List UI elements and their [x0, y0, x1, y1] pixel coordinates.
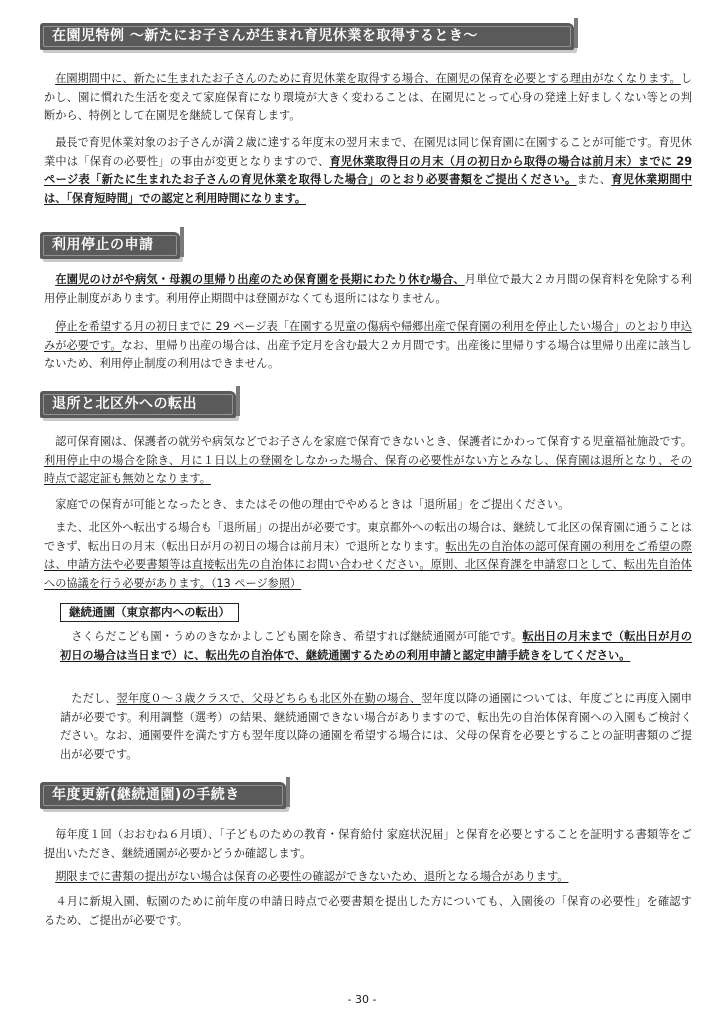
text: さくらだこども園・うめのきなかよしこども園を除き、希望すれば継続通園が可能です。 [71, 630, 523, 643]
underlined-text: 転出先の自治体の認可保育園の利用をご希望の際は、申請方法や必要書類等は直接転出先の自治体にお問い合わせください。原則、北区保育課を申請窓口として、転出先自治体への協議を行う必要があります。（13 ページ参照） [44, 539, 692, 590]
text: 毎年度１回（おおむね６月頃）、「子どものための教育・保育給付 家庭状況届」と保育を必要とすることを証明する書類等をご提出いただき、継続通園が必要かどうか確認します。 [44, 828, 692, 860]
paragraph [44, 826, 692, 863]
text: 最長で育児休業対象のお子さんが満２歳に達する年度末の翌月末まで、在園児は同じ保育園に在園することが可能です。育児休業中は「保育の必要性」の事由が変更となりますので、 [44, 136, 692, 168]
underlined-text: 利用停止中の場合を除き、月に１日以上の登園をしなかった場合、保育の必要性がない方とみなし、保育園は退所となり、その時点で認定証も無効となります。 [44, 453, 692, 485]
paragraph [44, 893, 692, 930]
page-number: - 30 - [347, 993, 377, 1006]
section-heading-withdrawal-relocation: 退所と北区外への転出 [40, 391, 236, 418]
underlined-bold-text: 育児休業取得日の月末（月の初日から取得の場合は前月末）までに 29 ページ表「新たに生まれたお子さんの育児休業を取得した場合」のとおり必要書類をご提出ください。 [44, 154, 692, 186]
text: 家庭での保育が可能となったとき、またはその他の理由でやめるときは「退所届」をご提出ください。 [55, 498, 570, 511]
paragraph [44, 433, 692, 489]
paragraph [44, 868, 692, 887]
text: 翌年度以降の通園については、年度ごとに再度入園申請が必要です。利用調整（選考）の結果、継続通園できない場合がありますので、転出先の自治体保育園への入園もご検討ください。なお、通園要件を満たす方も翌年度以降の通園を希望する場合には、父母の保育を必要とすることの証明書類のご提出が必要です。 [60, 692, 692, 761]
paragraph [44, 519, 692, 593]
text: ただし、 [71, 692, 117, 705]
paragraph [44, 318, 692, 374]
underlined-text: 期限までに書類の提出がない場合は保育の必要性の確認ができないため、退所となる場合があります。 [55, 870, 569, 883]
paragraph [44, 271, 692, 308]
paragraph [44, 134, 692, 208]
text: 認可保育園は、保護者の就労や病気などでお子さんを家庭で保育できないとき、保護者にかわって保育する児童福祉施設です。 [55, 435, 692, 448]
text: また、北区外へ転出する場合も「退所届」の提出が必要です。東京都外への転出の場合は、継続して北区の保育園に通うことはできず、転出日の月末（転出日が月の初日の場合は前月末）で退所となります。 [44, 521, 692, 553]
text: また、 [576, 173, 612, 186]
underlined-bold-text: 転出日の月末まで（転出日が月の初日の場合は当日まで）に、転出先の自治体で、継続通園するための利用申請と認定申請手続きをしてください。 [60, 630, 692, 662]
section-heading-special-case: 在園児特例 〜新たにお子さんが生まれ育児休業を取得するとき〜 [40, 23, 574, 50]
underlined-text: 停止を希望する月の初日までに 29 ページ表「在園する児童の傷病や帰郷出産で保育園の利用を停止したい場合」のとおり申込みが必要です。 [44, 320, 692, 352]
paragraph [60, 690, 692, 764]
underlined-bold-text: 育児休業期間中は、「保育短時間」での認定と利用時間になります。 [44, 173, 692, 205]
text: 月単位で最大２カ月間の保育料を免除する利用停止制度があります。利用停止期間中は登園がなくても退所にはなりません。 [44, 273, 692, 305]
paragraph [60, 628, 692, 665]
text: なお、里帰り出産の場合は、出産予定月を含む最大２カ月間です。出産後に里帰りする場合は里帰り出産に該当しないため、利用停止制度の利用はできません。 [44, 338, 692, 370]
underlined-bold-text: 在園児のけがや病気・母親の里帰り出産のため保育園を長期にわたり休む場合、 [55, 273, 465, 286]
paragraph [44, 70, 692, 126]
subheading-continued-attendance: 継続通園（東京都内への転出） [60, 603, 239, 622]
section-heading-annual-renewal: 年度更新(継続通園)の手続き [40, 782, 286, 809]
section-heading-usage-suspension: 利用停止の申請 [40, 232, 180, 259]
text: しかし、園に慣れた生活を変えて家庭保育になり環境が大きく変わることは、在園児にとって心身の発達上好ましくない等との判断から、特例として在園児を継続して保育します。 [44, 72, 692, 122]
text: ４月に新規入園、転園のために前年度の申請日時点で必要書類を提出した方についても、入園後の「保育の必要性」を確認するため、ご提出が必要です。 [44, 895, 692, 927]
underlined-text: 在園期間中に、新たに生まれたお子さんのために育児休業を取得する場合、在園児の保育を必要とする理由がなくなります。 [55, 72, 681, 85]
paragraph [44, 496, 692, 515]
underlined-text: 翌年度０〜３歳クラスで、父母どちらも北区外在勤の場合、 [116, 692, 422, 705]
